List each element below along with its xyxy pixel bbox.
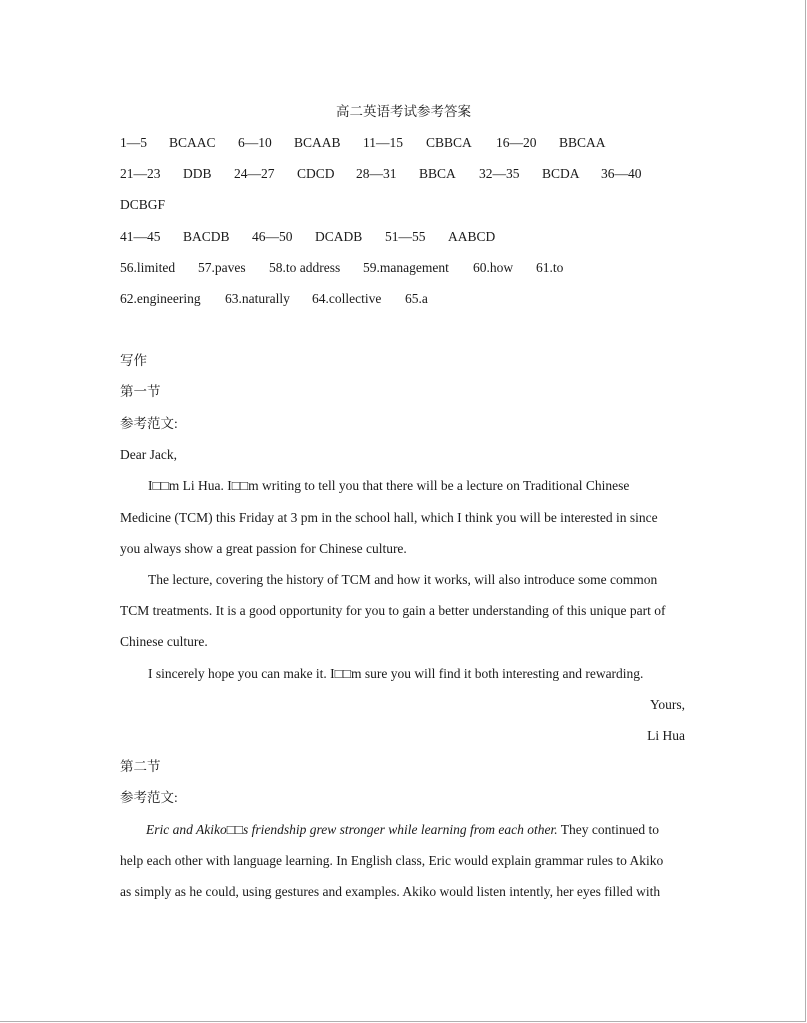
- answer-item: 57.paves: [198, 260, 246, 275]
- answer-item: 59.management: [363, 260, 449, 275]
- answer-range: 36—40: [601, 166, 642, 181]
- answer-key: AABCD: [448, 229, 496, 244]
- answer-item: 58.to address: [269, 260, 341, 275]
- answer-key: CBBCA: [426, 135, 472, 150]
- answer-row-4: [120, 260, 563, 276]
- letter-paragraph-2-line-2: TCM treatments. It is a good opportunity for you to gain a better understanding of this unique part of: [120, 603, 666, 618]
- answer-range: 24—27: [234, 166, 275, 181]
- answer-row-5: [120, 291, 428, 307]
- answer-range: 21—23: [120, 166, 161, 181]
- answer-range: 16—20: [496, 135, 537, 150]
- continuation-line-1-rest: They continued to: [557, 822, 660, 837]
- answer-key: DDB: [183, 166, 212, 181]
- answer-range: 28—31: [356, 166, 397, 181]
- answer-row-2: [120, 166, 642, 182]
- answer-item: 60.how: [473, 260, 514, 275]
- answer-range: 32—35: [479, 166, 520, 181]
- answer-key: BCAAC: [169, 135, 216, 150]
- answer-range: 51—55: [385, 229, 426, 244]
- letter-paragraph-1-line-3: you always show a great passion for Chinese culture.: [120, 541, 407, 556]
- continuation-line-1: [146, 822, 659, 838]
- answer-key: CDCD: [297, 166, 335, 181]
- answer-row-2-continued: DCBGF: [120, 197, 166, 212]
- continuation-line-2: help each other with language learning. In English class, Eric would explain grammar rules to Akiko: [120, 853, 664, 868]
- answer-item: 65.a: [405, 291, 428, 306]
- answer-key: BCAAB: [294, 135, 341, 150]
- answer-item: 61.to: [536, 260, 564, 275]
- answer-key: BACDB: [183, 229, 230, 244]
- section-1-heading: 第一节: [120, 384, 161, 399]
- letter-paragraph-1-line-2: Medicine (TCM) this Friday at 3 pm in the school hall, which I think you will be interested in since: [120, 510, 658, 525]
- answer-row-3: [120, 229, 495, 245]
- answer-key: BCDA: [542, 166, 580, 181]
- answer-key: DCADB: [315, 229, 363, 244]
- writing-heading: 写作: [120, 353, 147, 368]
- answer-key: BBCA: [419, 166, 456, 181]
- answer-range: 46—50: [252, 229, 293, 244]
- page-title: 高二英语考试参考答案: [336, 104, 471, 119]
- section-2-heading: 第二节: [120, 759, 161, 774]
- letter-paragraph-2-line-3: Chinese culture.: [120, 634, 208, 649]
- answer-key: BBCAA: [559, 135, 606, 150]
- letter-paragraph-1-line-1: I□□m Li Hua. I□□m writing to tell you that there will be a lecture on Traditional Chinese: [148, 478, 630, 493]
- answer-range: 41—45: [120, 229, 161, 244]
- letter-closing: Yours,: [649, 697, 685, 712]
- sample-essay-label: 参考范文:: [120, 416, 178, 431]
- answer-item: 63.naturally: [225, 291, 290, 306]
- continuation-opening-sentence: Eric and Akiko□□s friendship grew stronger while learning from each other.: [146, 822, 558, 837]
- answer-item: 56.limited: [120, 260, 176, 275]
- sample-essay-label-2: 参考范文:: [120, 790, 178, 805]
- answer-item: 64.collective: [312, 291, 382, 306]
- letter-paragraph-3-line-1: I sincerely hope you can make it. I□□m sure you will find it both interesting and rewarding.: [148, 666, 644, 681]
- letter-paragraph-2-line-1: The lecture, covering the history of TCM and how it works, will also introduce some common: [148, 572, 658, 587]
- answer-range: 11—15: [363, 135, 403, 150]
- answer-range: 6—10: [238, 135, 272, 150]
- answer-range: 1—5: [120, 135, 147, 150]
- letter-salutation: Dear Jack,: [120, 447, 177, 462]
- continuation-line-3: as simply as he could, using gestures and examples. Akiko would listen intently, her eyes filled with: [120, 884, 661, 899]
- answer-item: 62.engineering: [120, 291, 201, 306]
- letter-signature: Li Hua: [647, 728, 685, 743]
- answer-row-1: [120, 135, 606, 151]
